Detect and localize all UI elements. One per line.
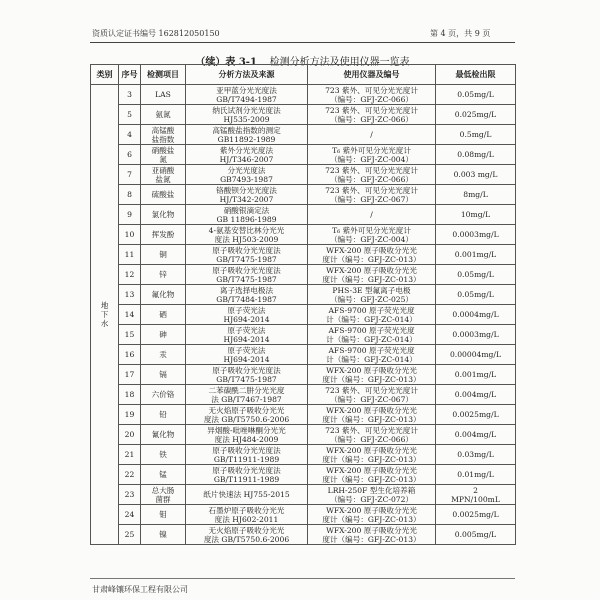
table-row: [91, 325, 516, 345]
table-caption-title: 检测分析方法及使用仪器一览表: [269, 57, 410, 68]
test-item: 氰化物: [141, 425, 186, 445]
table-row: [91, 185, 516, 205]
table-row: [91, 485, 516, 505]
instrument-info: WFX-200 原子吸收分光光 度计（编号：GFJ-ZC-013）: [308, 365, 436, 385]
row-number: 18: [119, 385, 141, 405]
detection-limit: 0.025mg/L: [436, 105, 516, 125]
analysis-method: 石墨炉原子吸收分光光 度法 HJ602-2011: [186, 505, 308, 525]
row-number: 12: [119, 265, 141, 285]
test-item: 氨氮: [141, 105, 186, 125]
table-body: [91, 85, 516, 545]
table-row: [91, 245, 516, 265]
table-row: [91, 165, 516, 185]
test-item: 钼: [141, 505, 186, 525]
test-item: 锰: [141, 465, 186, 485]
table-row: [91, 405, 516, 425]
table-row: [91, 345, 516, 365]
analysis-method: 纸片快速法 HJ755-2015: [186, 485, 308, 505]
company-name: 甘肃峰镶环保工程有限公司: [92, 585, 188, 594]
test-item: 氟化物: [141, 285, 186, 305]
table-row: [91, 465, 516, 485]
col-item: 检测项目: [141, 65, 186, 85]
analysis-method: 原子荧光法 HJ694-2014: [186, 305, 308, 325]
page-number: 第 4 页，共 9 页: [430, 29, 491, 38]
analysis-method: 原子吸收分光光度法 GB/T11911-1989: [186, 445, 308, 465]
instrument-info: LRH-250F 型生化培养箱 （编号：GFJ-ZC-072）: [308, 485, 436, 505]
row-number: 9: [119, 205, 141, 225]
table-row: [91, 145, 516, 165]
analysis-method: 原子吸收分光光度法 GB/T7475-1987: [186, 245, 308, 265]
row-number: 13: [119, 285, 141, 305]
instrument-info: AFS-9700 原子荧光光度 计（编号：GFJ-ZC-014）: [308, 305, 436, 325]
row-number: 17: [119, 365, 141, 385]
detection-limit: 0.03mg/L: [436, 445, 516, 465]
analysis-method: 无火焰原子吸收分光光 度法 GB/T5750.6-2006: [186, 525, 308, 545]
analysis-method: 原子荧光法 HJ694-2014: [186, 325, 308, 345]
instrument-info: /: [308, 125, 436, 145]
detection-limit: 0.05mg/L: [436, 265, 516, 285]
table-row: [91, 285, 516, 305]
footer-divider: [90, 578, 515, 579]
detection-limit: 0.0003mg/L: [436, 325, 516, 345]
table-row: [91, 445, 516, 465]
test-item: 铁: [141, 445, 186, 465]
table-row: [91, 365, 516, 385]
table-row: [91, 85, 516, 105]
test-item: 镉: [141, 365, 186, 385]
table-row: [91, 305, 516, 325]
row-number: 23: [119, 485, 141, 505]
row-number: 15: [119, 325, 141, 345]
analysis-method: 原子荧光法 HJ694-2014: [186, 345, 308, 365]
detection-limit: 0.004mg/L: [436, 385, 516, 405]
analysis-method: 原子吸收分光光度法 GB/T7475-1987: [186, 265, 308, 285]
detection-limit: 0.01mg/L: [436, 465, 516, 485]
instrument-info: T₆ 紫外可见分光光度计 （编号：GFJ-ZC-004）: [308, 145, 436, 165]
analysis-method: 纳氏试剂分光光度法 HJ535-2009: [186, 105, 308, 125]
col-method: 分析方法及来源: [186, 65, 308, 85]
col-number: 序号: [119, 65, 141, 85]
row-number: 16: [119, 345, 141, 365]
test-item: 挥发酚: [141, 225, 186, 245]
row-number: 6: [119, 145, 141, 165]
methods-table: [90, 64, 516, 545]
row-number: 8: [119, 185, 141, 205]
row-number: 24: [119, 505, 141, 525]
test-item: 亚硝酸 盐氮: [141, 165, 186, 185]
analysis-method: 紫外分光光度法 HJ/T346-2007: [186, 145, 308, 165]
row-number: 10: [119, 225, 141, 245]
test-item: 硒: [141, 305, 186, 325]
row-number: 21: [119, 445, 141, 465]
row-number: 14: [119, 305, 141, 325]
instrument-info: AFS-9700 原子荧光光度 计（编号：GFJ-ZC-014）: [308, 345, 436, 365]
instrument-info: WFX-200 原子吸收分光光 度计（编号：GFJ-ZC-013）: [308, 465, 436, 485]
detection-limit: 0.05mg/L: [436, 285, 516, 305]
instrument-info: /: [308, 205, 436, 225]
instrument-info: 723 紫外、可见分光光度计 （编号：GFJ-ZC-066）: [308, 165, 436, 185]
analysis-method: 分光光度法 GB7493-1987: [186, 165, 308, 185]
table-row: [91, 105, 516, 125]
analysis-method: 无火焰原子吸收分光光 度法 GB/T5750.6-2006: [186, 405, 308, 425]
row-number: 3: [119, 85, 141, 105]
table-caption-prefix: （续）表 3-1: [195, 57, 257, 68]
test-item: 高锰酸 盐指数: [141, 125, 186, 145]
instrument-info: PHS-3E 型氟离子电极 （编号：GFJ-ZC-025）: [308, 285, 436, 305]
detection-limit: 0.08mg/L: [436, 145, 516, 165]
detection-limit: 0.05mg/L: [436, 85, 516, 105]
row-number: 20: [119, 425, 141, 445]
detection-limit: 0.001mg/L: [436, 245, 516, 265]
test-item: 砷: [141, 325, 186, 345]
test-item: 六价铬: [141, 385, 186, 405]
analysis-method: 原子吸收分光光度法 GB/T11911-1989: [186, 465, 308, 485]
test-item: 铜: [141, 245, 186, 265]
analysis-method: 硝酸银滴定法 GB 11896-1989: [186, 205, 308, 225]
detection-limit: 0.005mg/L: [436, 525, 516, 545]
table-row: [91, 385, 516, 405]
instrument-info: WFX-200 原子吸收分光光 度计（编号：GFJ-ZC-013）: [308, 245, 436, 265]
row-number: 11: [119, 245, 141, 265]
row-number: 7: [119, 165, 141, 185]
table-row: [91, 125, 516, 145]
row-number: 25: [119, 525, 141, 545]
category-cell: 地下水: [91, 85, 119, 545]
analysis-method: 二苯碳酰二肼分光光度 法 GB/T7467-1987: [186, 385, 308, 405]
table-row: [91, 265, 516, 285]
test-item: 铅: [141, 405, 186, 425]
col-instrument: 使用仪器及编号: [308, 65, 436, 85]
test-item: 锌: [141, 265, 186, 285]
table-row: [91, 225, 516, 245]
detection-limit: 0.00004mg/L: [436, 345, 516, 365]
analysis-method: 铬酸钡分光光度法 HJ/T342-2007: [186, 185, 308, 205]
analysis-method: 亚甲蓝分光光度法 GB/T7494-1987: [186, 85, 308, 105]
test-item: 硫酸盐: [141, 185, 186, 205]
detection-limit: 10mg/L: [436, 205, 516, 225]
analysis-method: 离子选择电极法 GB/T7484-1987: [186, 285, 308, 305]
table-row: [91, 525, 516, 545]
test-item: 氯化物: [141, 205, 186, 225]
row-number: 22: [119, 465, 141, 485]
detection-limit: 2 MPN/100mL: [436, 485, 516, 505]
detection-limit: 0.004mg/L: [436, 425, 516, 445]
row-number: 4: [119, 125, 141, 145]
test-item: LAS: [141, 85, 186, 105]
test-item: 硝酸盐 氮: [141, 145, 186, 165]
analysis-method: 异烟酸-吡唑啉酮分光光 度法 HJ484-2009: [186, 425, 308, 445]
instrument-info: WFX-200 原子吸收分光光 度计（编号：GFJ-ZC-013）: [308, 265, 436, 285]
test-item: 汞: [141, 345, 186, 365]
instrument-info: WFX-200 原子吸收分光光 度计（编号：GFJ-ZC-013）: [308, 405, 436, 425]
row-number: 5: [119, 105, 141, 125]
instrument-info: WFX-200 原子吸收分光光 度计（编号：GFJ-ZC-013）: [308, 445, 436, 465]
instrument-info: 723 紫外、可见分光光度计 （编号：GFJ-ZC-066）: [308, 105, 436, 125]
table-row: [91, 205, 516, 225]
detection-limit: 0.0003mg/L: [436, 225, 516, 245]
test-item: 镍: [141, 525, 186, 545]
detection-limit: 0.5mg/L: [436, 125, 516, 145]
instrument-info: T₆ 紫外可见分光光度计 （编号：GFJ-ZC-004）: [308, 225, 436, 245]
analysis-method: 原子吸收分光光度法 GB/T7475-1987: [186, 365, 308, 385]
instrument-info: AFS-9700 原子荧光光度 计（编号：GFJ-ZC-014）: [308, 325, 436, 345]
instrument-info: WFX-200 原子吸收分光光 度计（编号：GFJ-ZC-013）: [308, 525, 436, 545]
instrument-info: 723 紫外、可见分光光度计 （编号：GFJ-ZC-066）: [308, 85, 436, 105]
table-row: [91, 425, 516, 445]
instrument-info: 723 紫外、可见分光光度计 （编号：GFJ-ZC-067）: [308, 385, 436, 405]
col-category: 类别: [91, 65, 119, 85]
analysis-method: 高锰酸盐指数的测定 GB11892-1989: [186, 125, 308, 145]
detection-limit: 0.001mg/L: [436, 365, 516, 385]
detection-limit: 0.003 mg/L: [436, 165, 516, 185]
detection-limit: 0.0025mg/L: [436, 505, 516, 525]
analysis-method: 4-氨基安替比林分光光 度法 HJ503-2009: [186, 225, 308, 245]
table-row: [91, 505, 516, 525]
row-number: 19: [119, 405, 141, 425]
instrument-info: WFX-200 原子吸收分光光 度计（编号：GFJ-ZC-013）: [308, 505, 436, 525]
instrument-info: 723 紫外、可见分光光度计 （编号：GFJ-ZC-066）: [308, 425, 436, 445]
header-divider: [90, 42, 515, 43]
table-header-row: [91, 65, 516, 85]
col-limit: 最低检出限: [436, 65, 516, 85]
instrument-info: 723 紫外、可见分光光度计 （编号：GFJ-ZC-067）: [308, 185, 436, 205]
certificate-number: 资质认定证书编号 162812050150: [92, 29, 220, 38]
detection-limit: 0.0025mg/L: [436, 405, 516, 425]
detection-limit: 8mg/L: [436, 185, 516, 205]
detection-limit: 0.0004mg/L: [436, 305, 516, 325]
test-item: 总大肠 菌群: [141, 485, 186, 505]
